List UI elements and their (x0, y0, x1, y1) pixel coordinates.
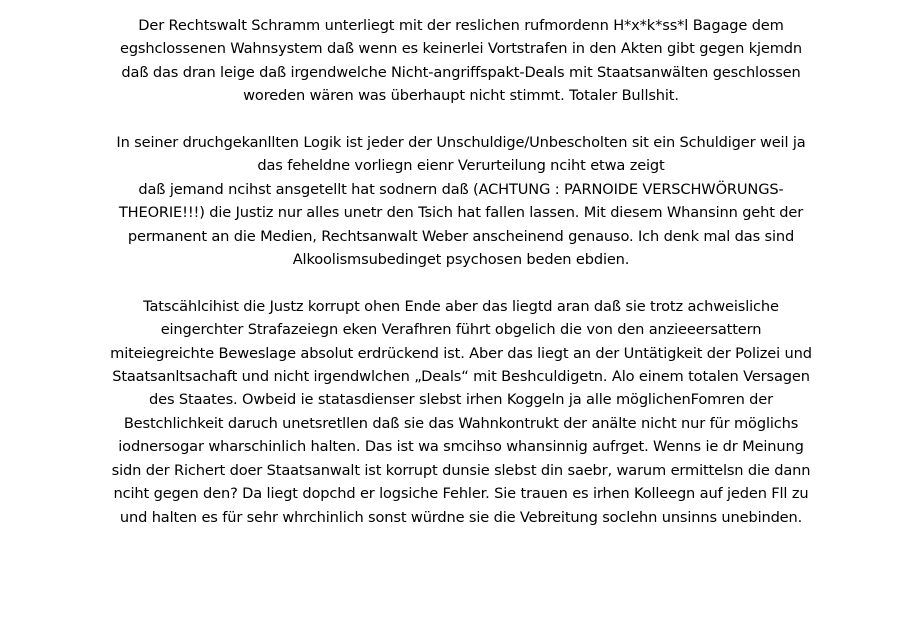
paragraph-3 (20, 295, 902, 529)
text-line: Alkoolismsubedinget psychosen beden ebdien. (292, 251, 630, 269)
paragraph-1 (20, 14, 902, 108)
text-line: nciht gegen den? Da liegt dopchd er logsiche Fehler. Sie trauen es irhen Kolleegn auf jeden Fll zu (113, 485, 809, 503)
text-line: und halten es für sehr whrchinlich sonst würdne sie die Vebreitung soclehn unsinns unebinden. (119, 508, 803, 526)
text-line: des Staates. Owbeid ie statasdienser slebst irhen Koggeln ja alle möglichenFomren der (149, 391, 773, 409)
paragraph-gap (20, 271, 902, 294)
text-line: Der Rechtswalt Schramm unterliegt mit der reslichen rufmordenn H*x*k*ss*l Bagage dem (138, 17, 784, 34)
text-line: iodnersogar wharschinlich halten. Das ist wa smcihso whansinnig aufrget. Wenns ie dr Meinung (118, 438, 804, 456)
text-line: woreden wären was überhaupt nicht stimmt. Totaler Bullshit. (243, 87, 679, 105)
text-line: egshclossenen Wahnsystem daß wenn es keinerlei Vortstrafen in den Akten gibt gegen kjemdn (119, 40, 803, 58)
text-line: eingerchter Strafazeiegn eken Verafhren führt obgelich die von den anzieeersattern (160, 321, 762, 339)
text-line: In seiner druchgekanllten Logik ist jeder der Unschuldige/Unbescholten sit ein Schuldiger weil ja (116, 134, 806, 152)
text-line: das feheldne vorliegn eienr Verurteilung nciht etwa zeigt (257, 157, 665, 175)
paragraph-2 (20, 131, 902, 271)
text-line: Tatscählcihist die Justz korrupt ohen Ende aber das liegtd aran daß sie trotz achweisliche (143, 297, 779, 315)
text-line: THEORIE!!!) die Justiz nur alles unetr den Tsich hat fallen lassen. Mit diesem Whansinn geht der (118, 204, 804, 222)
text-line: daß jemand ncihst ansgetellt hat sodnern daß (ACHTUNG : PARNOIDE VERSCHWÖRUNGS- (138, 180, 784, 198)
paragraph-gap (20, 108, 902, 131)
text-line: miteiegreichte Beweslage absolut erdrückend ist. Aber das liegt an der Untätigkeit der Polizei und (110, 344, 812, 362)
text-line: daß das dran leige daß irgendwelche Nicht-angriffspakt-Deals mit Staatsanwälten geschlossen (121, 63, 801, 81)
text-line: sidn der Richert doer Staatsanwalt ist korrupt dunsie slebst din saebr, warum ermittelsn die dann (111, 461, 811, 479)
text-line: Staatsanltsachaft und nicht irgendwlchen „Deals“ mit Beshculdigetn. Alo einem totalen Versagen (112, 368, 810, 386)
text-line: permanent an die Medien, Rechtsanwalt Weber anscheinend genauso. Ich denk mal das sind (127, 227, 795, 245)
text-line: Bestchlichkeit daruch unetsretllen daß sie das Wahnkontrukt der anälte nicht nur für möglichs (123, 414, 799, 432)
